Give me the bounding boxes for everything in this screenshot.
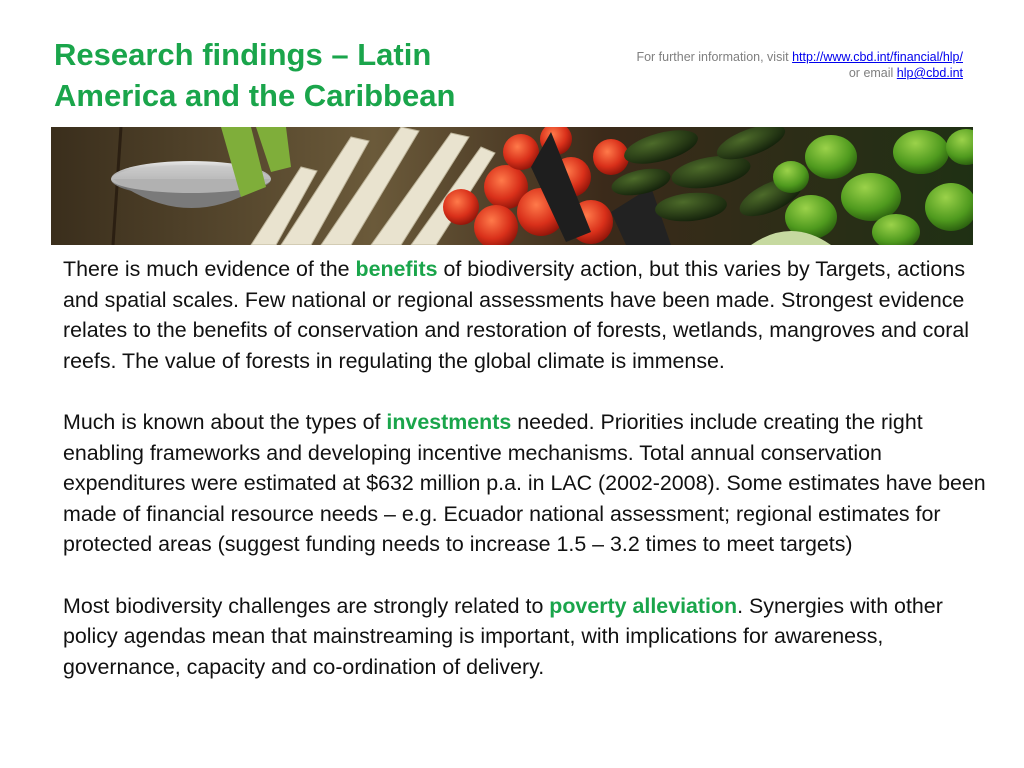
- title-line-2: America and the Caribbean: [54, 78, 456, 113]
- highlight-poverty-alleviation: poverty alleviation: [549, 593, 738, 618]
- cbd-website-link[interactable]: http://www.cbd.int/financial/hlp/: [792, 50, 963, 64]
- paragraph-3-lead: Most biodiversity challenges are strongly related to: [63, 593, 550, 618]
- further-info-block: [636, 49, 963, 81]
- paragraph-investments: [63, 407, 998, 560]
- highlight-benefits: benefits: [355, 257, 438, 281]
- paragraph-2-rest: needed. Priorities include creating the right enabling frameworks and developing incentive mechanisms. Total annual conservation expenditures were estimated at $632 million p.a. in LAC (2002-2008). Some estimates have been made of financial resource needs – e.g. Ecuador national assessment; regional estimates for protected areas (suggest funding needs to increase 1.5 – 3.2 times to meet targets): [63, 409, 986, 557]
- paragraph-3-rest: . Synergies with other policy agendas mean that mainstreaming is important, with implications for awareness, governance, capacity and co-ordination of delivery.: [63, 593, 943, 679]
- body-text: [63, 254, 998, 682]
- info-line-email: [636, 65, 963, 81]
- email-link[interactable]: hlp@cbd.int: [896, 66, 963, 80]
- vegetable-market-banner-image: [51, 127, 973, 245]
- paragraph-1-rest: of biodiversity action, but this varies by Targets, actions and spatial scales. Few national or regional assessments have been made. Strongest evidence relates to the benefits of conservation and restoration of forests, wetlands, mangroves and coral reefs. The value of forests in regulating the global climate is immense.: [63, 257, 970, 373]
- paragraph-poverty: [63, 591, 998, 683]
- info-line-url: [636, 49, 963, 65]
- paragraph-benefits: [63, 254, 998, 376]
- page-title: [54, 34, 524, 116]
- email-prefix: or email: [848, 66, 897, 80]
- paragraph-1-lead: There is much evidence of the: [63, 257, 356, 281]
- paragraph-2-lead: Much is known about the types of: [63, 409, 387, 434]
- title-line-1: Research findings – Latin: [54, 37, 432, 72]
- highlight-investments: investments: [386, 409, 512, 434]
- info-prefix: For further information, visit: [636, 50, 793, 64]
